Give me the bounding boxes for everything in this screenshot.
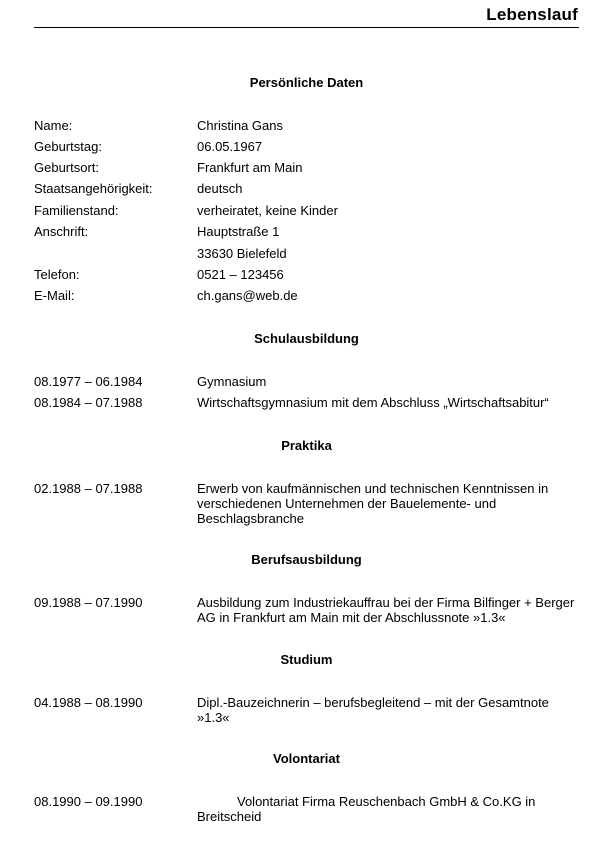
section-heading-internship: Praktika	[281, 438, 332, 453]
field-value: Hauptstraße 1	[197, 224, 280, 239]
entry-line: Breitscheid	[197, 809, 262, 824]
entry-line: Volontariat Firma Reuschenbach GmbH & Co.KG in	[237, 794, 536, 809]
field-label: Name:	[34, 118, 73, 133]
entry-value: Gymnasium	[197, 374, 267, 389]
period-label: 08.1984 – 07.1988	[34, 395, 143, 410]
field-value: deutsch	[197, 181, 243, 196]
entry-value	[197, 794, 582, 824]
entry-value: Dipl.-Bauzeichnerin – berufsbegleitend – mit der Gesamtnote »1.3«	[197, 695, 549, 725]
field-value: ch.gans@web.de	[197, 288, 298, 303]
field-value: 0521 – 123456	[197, 267, 284, 282]
entry-line: Beschlagsbranche	[197, 511, 304, 526]
section-heading-personal: Persönliche Daten	[249, 75, 364, 90]
field-value: Frankfurt am Main	[197, 160, 303, 175]
section-heading-vocational: Berufsausbildung	[251, 552, 362, 567]
field-label: Geburtsort:	[34, 160, 100, 175]
field-label: Telefon:	[34, 267, 80, 282]
entry-value	[197, 481, 582, 526]
entry-line: AG in Frankfurt am Main mit der Abschlussnote »1.3«	[197, 610, 506, 625]
section-heading-study: Studium	[280, 652, 333, 667]
field-value: 33630 Bielefeld	[197, 246, 287, 261]
period-label: 08.1990 – 09.1990	[34, 794, 143, 809]
entry-line: Erwerb von kaufmännischen und technischen Kenntnissen in	[197, 481, 549, 496]
title-underline	[34, 27, 579, 28]
field-label: Geburtstag:	[34, 139, 102, 154]
period-label: 02.1988 – 07.1988	[34, 481, 143, 496]
field-value: 06.05.1967	[197, 139, 263, 154]
field-value: verheiratet, keine Kinder	[197, 203, 338, 218]
period-label: 04.1988 – 08.1990	[34, 695, 143, 710]
entry-value	[197, 595, 582, 625]
entry-value: Wirtschaftsgymnasium mit dem Abschluss „Wirtschaftsabitur“	[197, 395, 549, 410]
entry-line: Ausbildung zum Industriekauffrau bei der Firma Bilfinger + Berger	[197, 595, 575, 610]
field-label: E-Mail:	[34, 288, 75, 303]
period-label: 09.1988 – 07.1990	[34, 595, 143, 610]
document-title: Lebenslauf	[486, 5, 578, 24]
section-heading-traineeship: Volontariat	[273, 751, 340, 766]
field-label: Familienstand:	[34, 203, 119, 218]
field-label: Anschrift:	[34, 224, 89, 239]
field-label: Staatsangehörigkeit:	[34, 181, 153, 196]
period-label: 08.1977 – 06.1984	[34, 374, 143, 389]
section-heading-school: Schulausbildung	[254, 331, 359, 346]
field-value: Christina Gans	[197, 118, 283, 133]
entry-line: verschiedenen Unternehmen der Bauelemente- und	[197, 496, 497, 511]
